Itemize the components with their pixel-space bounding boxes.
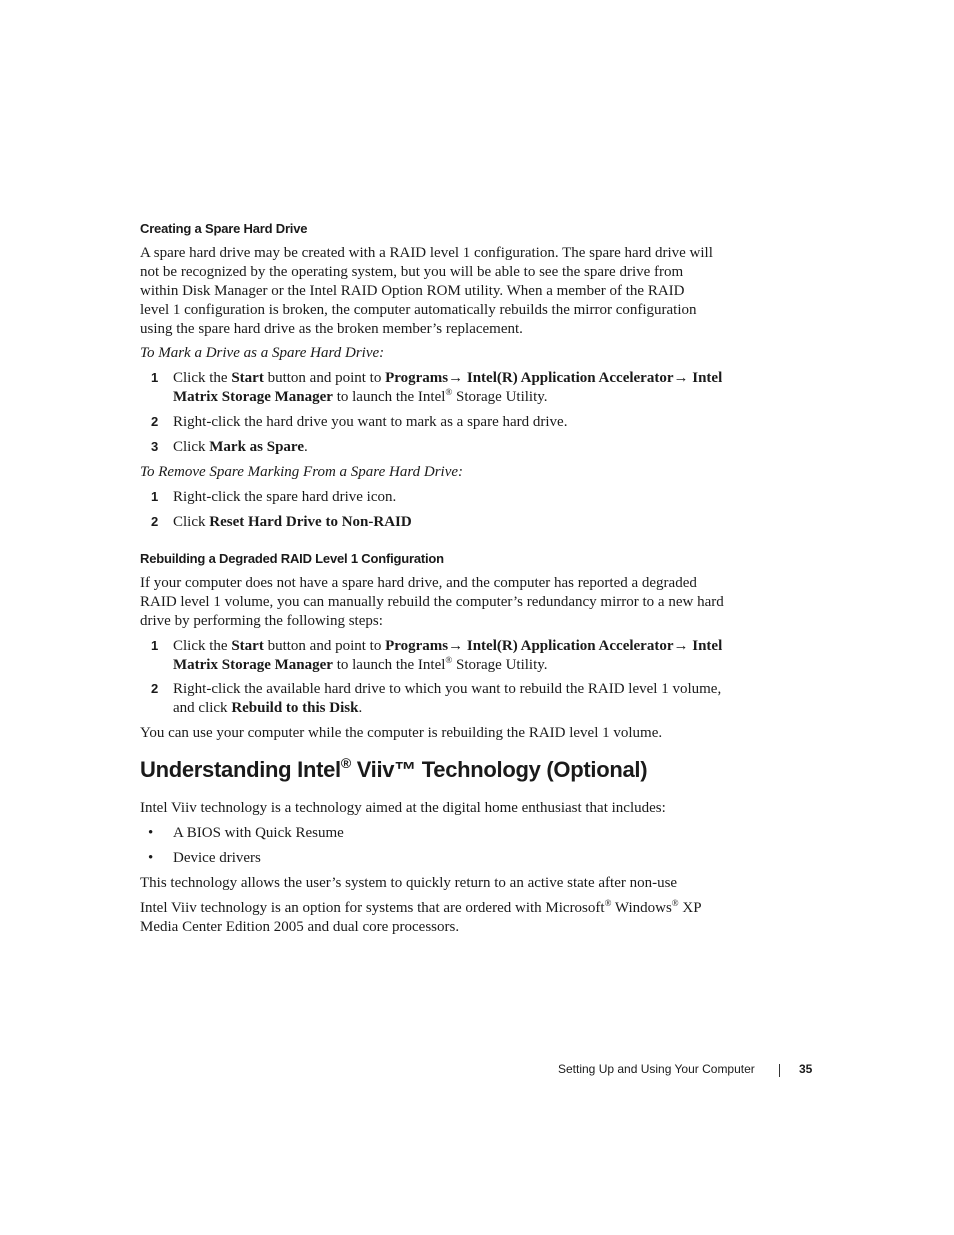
text-line: Media Center Edition 2005 and dual core processors.: [140, 919, 460, 935]
step-text: Right-click the hard drive you want to mark as a spare hard drive.: [173, 414, 568, 430]
menu-command: Reset Hard Drive to Non-RAID: [209, 514, 412, 530]
section-heading-rebuild: Rebuilding a Degraded RAID Level 1 Configuration: [140, 551, 444, 566]
text-line: RAID level 1 volume, you can manually rebuild the computer’s redundancy mirror to a new hard: [140, 594, 724, 610]
text-line: level 1 configuration is broken, the computer automatically rebuilds the mirror configuration: [140, 302, 697, 318]
menu-path: Programs→ Intel(R) Application Accelerator→ Intel: [385, 370, 723, 386]
step-text: Right-click the spare hard drive icon.: [173, 489, 397, 505]
text-line: Right-click the available hard drive to which you want to rebuild the RAID level 1 volume,: [173, 681, 722, 697]
text: and click: [173, 699, 232, 716]
step-number: 1: [151, 370, 159, 385]
text: Storage Utility.: [452, 388, 548, 405]
step-text: [173, 369, 758, 406]
heading-text: Understanding Intel: [140, 757, 341, 782]
procedure-title-mark-spare: To Mark a Drive as a Spare Hard Drive:: [140, 345, 385, 361]
text: XP: [678, 900, 702, 916]
text: .: [303, 439, 308, 455]
text: Click: [173, 439, 210, 455]
menu-command: Mark as Spare: [209, 439, 304, 455]
step-number: 1: [151, 489, 159, 504]
spare-drive-intro: [140, 244, 760, 339]
registered-mark: ®: [671, 898, 679, 908]
text: button and point to: [263, 638, 386, 654]
text: Storage Utility.: [452, 656, 548, 673]
step-text: [173, 680, 758, 717]
step-text: [173, 438, 758, 457]
section-heading-spare-drive: Creating a Spare Hard Drive: [140, 221, 308, 236]
step-text: [173, 637, 758, 674]
text-line: drive by performing the following steps:: [140, 613, 383, 629]
step-number: 3: [151, 439, 159, 454]
heading-text: Viiv™ Technology (Optional): [350, 757, 648, 782]
procedure-title-remove-spare: To Remove Spare Marking From a Spare Hard Drive:: [140, 464, 464, 480]
list-item-text: Device drivers: [173, 850, 261, 866]
registered-mark: ®: [445, 386, 453, 397]
step-number: 2: [151, 414, 159, 429]
viiv-intro: Intel Viiv technology is a technology aimed at the digital home enthusiast that includes:: [140, 800, 666, 816]
step-text: [173, 513, 758, 532]
registered-mark: ®: [604, 898, 612, 908]
text-line: using the spare hard drive as the broken member’s replacement.: [140, 321, 523, 337]
text: Click: [173, 514, 210, 530]
bullet-icon: •: [148, 825, 154, 841]
text: button and point to: [263, 370, 386, 386]
text: Windows: [611, 900, 672, 916]
rebuild-note: You can use your computer while the computer is rebuilding the RAID level 1 volume.: [140, 725, 663, 741]
text-line: within Disk Manager or the Intel RAID Option ROM utility. When a member of the RAID: [140, 283, 685, 299]
page-number: 35: [799, 1062, 813, 1076]
text-line: A spare hard drive may be created with a RAID level 1 configuration. The spare hard drive will: [140, 245, 713, 261]
menu-path: Programs→ Intel(R) Application Accelerator→ Intel: [385, 638, 723, 654]
footer-divider: [779, 1064, 780, 1077]
registered-mark: ®: [340, 755, 351, 771]
text-line: not be recognized by the operating system, but you will be able to see the spare drive from: [140, 264, 684, 280]
text: Click the: [173, 370, 232, 386]
text-line: If your computer does not have a spare hard drive, and the computer has reported a degraded: [140, 575, 697, 591]
bullet-icon: •: [148, 850, 154, 866]
rebuild-intro: [140, 574, 760, 631]
step-number: 2: [151, 514, 159, 529]
text: .: [358, 699, 363, 716]
step-number: 1: [151, 638, 159, 653]
text: Click the: [173, 638, 232, 654]
menu-path-cont: Matrix Storage Manager: [173, 388, 333, 405]
page-heading-viiv: [140, 757, 647, 783]
text: to launch the Intel: [332, 388, 446, 405]
start-menu-ref: Start: [231, 370, 264, 386]
menu-path-cont: Matrix Storage Manager: [173, 656, 333, 673]
step-number: 2: [151, 681, 159, 696]
text: Intel Viiv technology is an option for systems that are ordered with Microsoft: [140, 900, 605, 916]
viiv-para-2: This technology allows the user’s system to quickly return to an active state after non-use: [140, 875, 678, 891]
viiv-para-3: [140, 899, 760, 937]
registered-mark: ®: [445, 654, 453, 665]
start-menu-ref: Start: [231, 638, 264, 654]
list-item-text: A BIOS with Quick Resume: [173, 825, 344, 841]
text: to launch the Intel: [332, 656, 446, 673]
menu-command: Rebuild to this Disk: [231, 699, 359, 716]
footer-section-title: Setting Up and Using Your Computer: [558, 1062, 755, 1076]
